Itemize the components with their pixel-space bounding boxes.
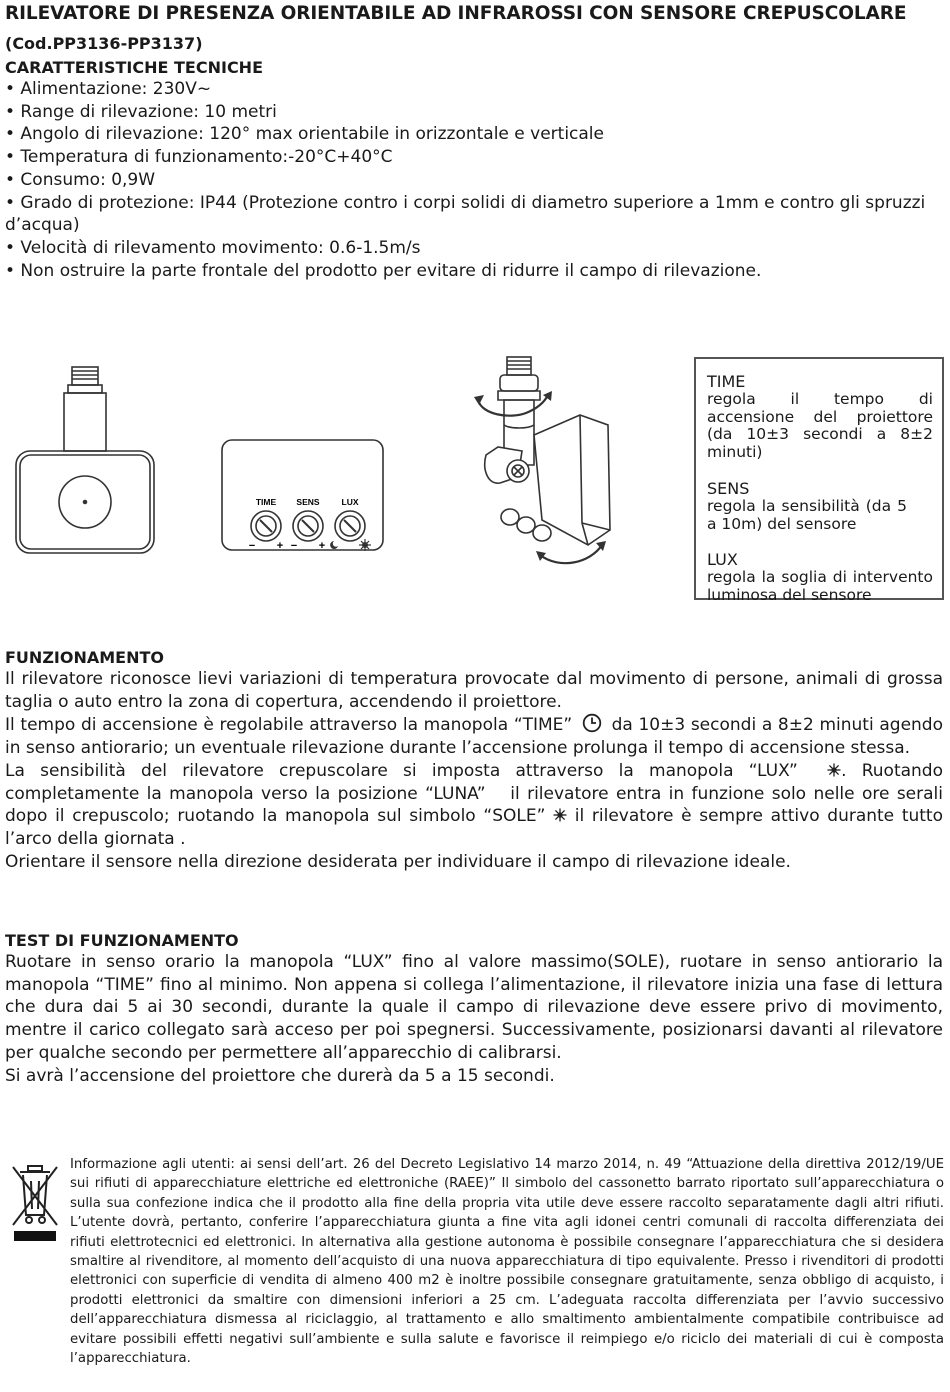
text-fragment: . Ruotando completamente la manopola verso la posizione “LUNA” bbox=[5, 760, 943, 804]
spec-item: • Consumo: 0,9W bbox=[5, 169, 156, 190]
knob-sign-plus: + bbox=[276, 540, 284, 552]
clock-icon bbox=[582, 713, 602, 733]
moon-icon bbox=[330, 541, 338, 549]
test-paragraph: Ruotare in senso orario la manopola “LUX” fino al valore massimo(SOLE), ruotare in senso antiorario la manopola “TIME” fino al minimo. Non appena si collega l’alimentazione, il rilevatore inizia una fase di lettura che dura dai 5 ai 30 secondi, durante la quale il campo di rilevazione deve essere privo di movimento, mentre il carico collegato sarà acceso per poi spegnersi. Successivamente, posizionarsi davanti al rilevatore per qualche secondo per permettere all’apparecchio di calibrarsi. bbox=[5, 952, 943, 1063]
spec-item: • Range di rilevazione: 10 metri bbox=[5, 101, 277, 122]
spec-item: • Velocità di rilevamento movimento: 0.6-1.5m/s bbox=[5, 237, 421, 258]
knob-control-diagram bbox=[220, 438, 385, 553]
test-paragraph: Si avrà l’accensione del proiettore che durerà da 5 a 15 secondi. bbox=[5, 1065, 555, 1086]
knob-legend-box bbox=[694, 357, 944, 604]
legend-time-desc: regola il tempo di accensione del proiettore (da 10±3 secondi a 8±2 minuti) bbox=[707, 389, 933, 462]
spec-item: • Non ostruire la parte frontale del prodotto per evitare di ridurre il campo di rilevazione. bbox=[5, 260, 762, 281]
moon-icon bbox=[493, 786, 503, 800]
legend-sens-title: SENS bbox=[707, 478, 750, 498]
specs-heading: CARATTERISTICHE TECNICHE bbox=[5, 58, 263, 77]
product-code: (Cod.PP3136-PP3137) bbox=[5, 34, 203, 53]
knob-sign-minus: − bbox=[248, 540, 256, 552]
legend-lux-desc: regola la soglia di intervento luminosa del sensore bbox=[707, 568, 933, 604]
sensor-orientation-view bbox=[470, 355, 620, 580]
text-fragment: il rilevatore entra in funzione solo nelle ore serali dopo il crepuscolo; ruotando la manopola sul simbolo “SOLE” bbox=[5, 783, 943, 827]
knob-sign-plus: + bbox=[318, 540, 326, 552]
text-fragment: da 10±3 secondi a 8±2 minuti agendo in senso antiorario; un eventuale rilevazione durante l’accensione prolunga il tempo di accensione stessa. bbox=[5, 715, 943, 759]
knob-label-sens: SENS bbox=[296, 497, 320, 507]
funzionamento-paragraph bbox=[5, 760, 943, 851]
funzionamento-paragraph: Orientare il sensore nella direzione desiderata per individuare il campo di rilevazione ideale. bbox=[5, 851, 791, 872]
sun-icon bbox=[553, 808, 567, 822]
funzionamento-paragraph: Il rilevatore riconosce lievi variazioni di temperatura provocate dal movimento di persone, animali di grossa taglia o auto entro la zona di copertura, accendendo il proiettore. bbox=[5, 669, 943, 712]
funzionamento-paragraph bbox=[5, 713, 943, 759]
text-fragment: il rilevatore è sempre attivo durante tutto l’arco della giornata . bbox=[5, 806, 944, 849]
legend-time-title: TIME bbox=[707, 372, 746, 391]
spec-item: • Alimentazione: 230V~ bbox=[5, 79, 212, 99]
legend-sens-desc: regola la sensibilità (da 5 a 10m) del sensore bbox=[707, 496, 907, 533]
spec-item: • Angolo di rilevazione: 120° max orientabile in orizzontale e verticale bbox=[5, 124, 604, 145]
legend-lux-title: LUX bbox=[707, 550, 738, 570]
text-fragment: La sensibilità del rilevatore crepuscolare si imposta attraverso la manopola “LUX” bbox=[5, 760, 798, 781]
funzionamento-text bbox=[5, 668, 943, 873]
test-text bbox=[5, 951, 943, 1087]
spec-item: • Temperatura di funzionamento:-20°C+40°C bbox=[5, 147, 393, 168]
spec-item: • Grado di protezione: IP44 (Protezione contro i corpi solidi di diametro superiore a 1mm e contro gli spruzzi d’acqua) bbox=[5, 192, 926, 236]
funzionamento-heading: FUNZIONAMENTO bbox=[5, 648, 164, 667]
knob-sign-minus: − bbox=[290, 540, 298, 552]
test-heading: TEST DI FUNZIONAMENTO bbox=[5, 931, 239, 950]
text-fragment: Il tempo di accensione è regolabile attraverso la manopola “TIME” bbox=[5, 715, 573, 736]
crossed-bin-icon bbox=[10, 1163, 60, 1245]
sensor-front-view bbox=[10, 365, 160, 555]
weee-disposal-notice: Informazione agli utenti: ai sensi dell’art. 26 del Decreto Legislativo 14 marzo 2014, n. 49 “Attuazione della direttiva 2012/19/UE sui rifiuti di apparecchiature elettriche ed elettroniche (RAEE)” Il simbolo del cassonetto barrato riportato sull’apparecchiatura o sulla sua confezione indica che il prodotto alla fine della propria vita utile deve essere raccolto separatamente dagli altri rifiuti. L’utente dovrà, pertanto, conferire l’apparecchiatura giunta a fine vita agli idonei centri comunali di raccolta differenziata dei rifiuti elettrotecnici ed elettronici. In alternativa alla gestione autonoma è possibile consegnare l’apparecchiatura che si desidera smaltire al rivenditore, al momento dell’acquisto di una nuova apparecchiatura di tipo equivalente. Presso i rivenditori di prodotti elettronici con superficie di vendita di almeno 400 m2 è inoltre possibile consegnare gratuitamente, senza obbligo di acquisto, i prodotti elettronici da smaltire con dimensioni inferiori a 25 cm. L’adeguata raccolta differenziata per l’avvio successivo dell’apparecchiatura dismessa al riciclaggio, al trattamento e allo smaltimento ambientalmente compatibile contribuisce ad evitare possibili effetti negativi sull’ambiente e sulla salute e favorisce il reimpiego e/o riciclo dei materiali di cui è composta l’apparecchiatura. bbox=[70, 1157, 944, 1367]
specs-list bbox=[5, 78, 940, 282]
knob-label-lux: LUX bbox=[341, 497, 359, 507]
sun-icon bbox=[827, 763, 841, 777]
knob-label-time: TIME bbox=[255, 497, 277, 507]
document-title: RILEVATORE DI PRESENZA ORIENTABILE AD INFRAROSSI CON SENSORE CREPUSCOLARE bbox=[5, 3, 907, 24]
